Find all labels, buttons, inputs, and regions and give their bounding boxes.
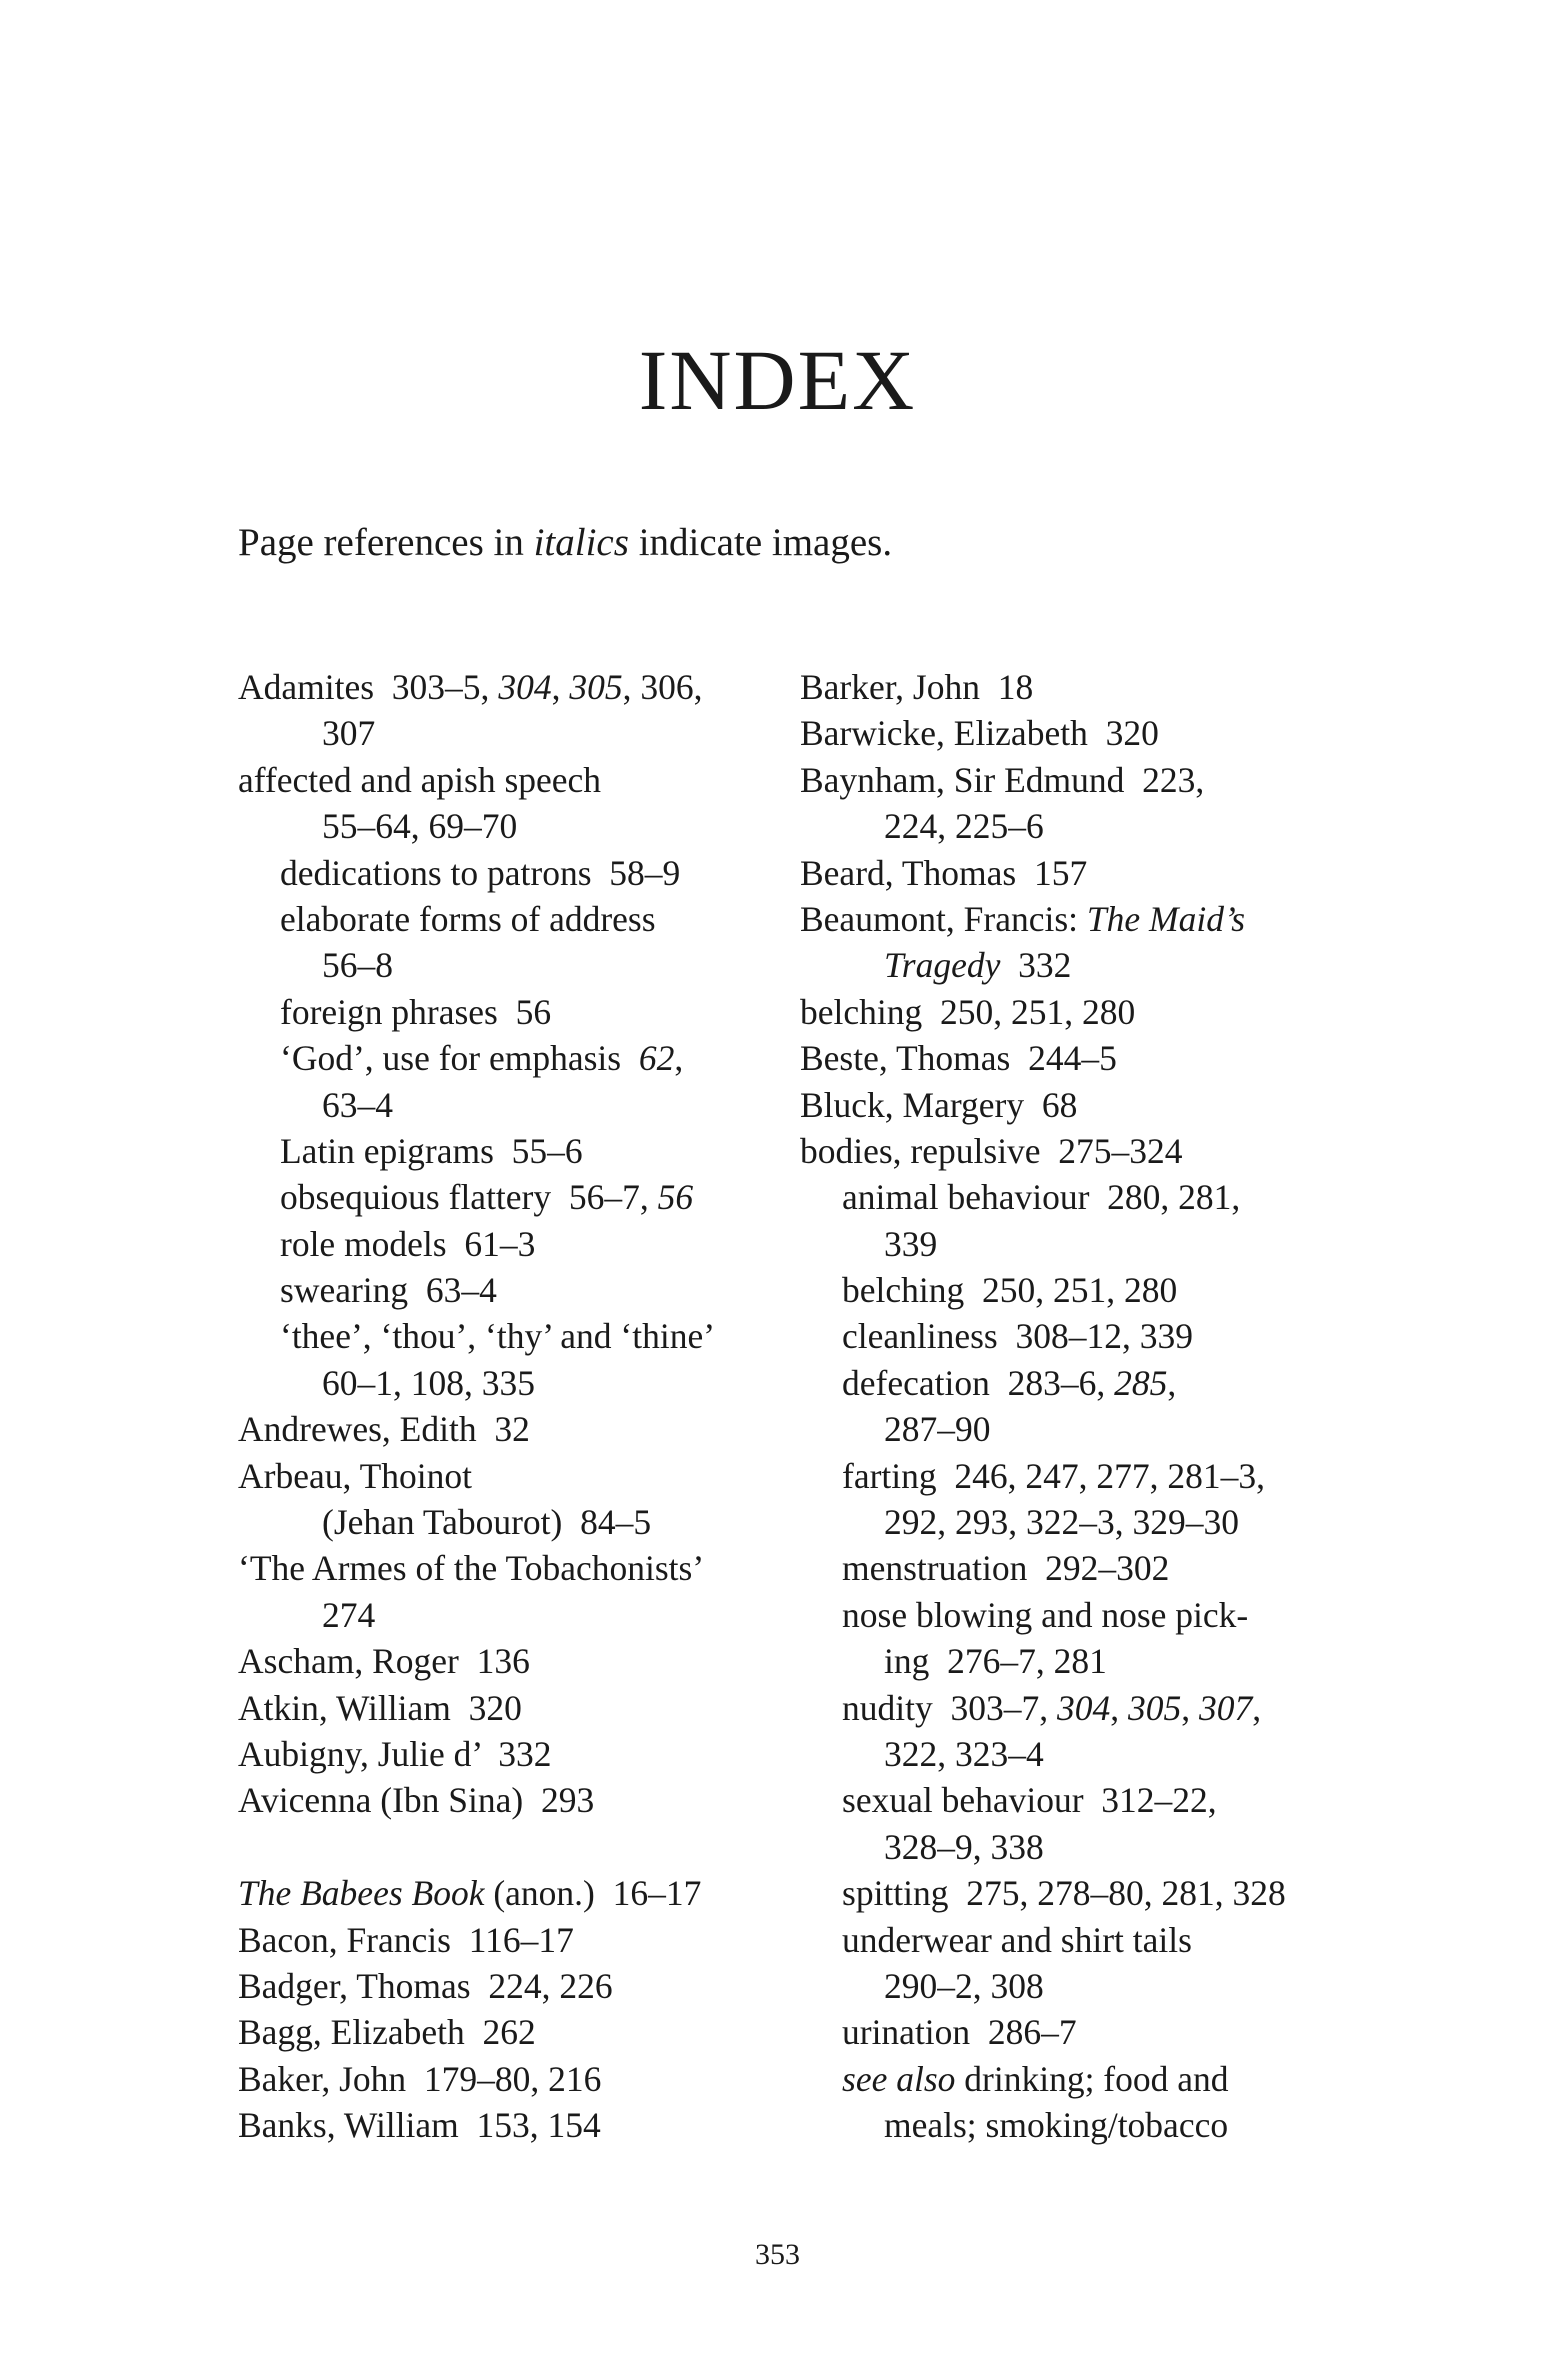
index-entry bbox=[238, 1870, 798, 1916]
entry-continuation-line bbox=[800, 1638, 1360, 1684]
index-subentry bbox=[238, 1128, 798, 1174]
entry-continuation-line bbox=[800, 1824, 1360, 1870]
index-subentry bbox=[800, 1777, 1360, 1870]
index-entry bbox=[238, 1685, 798, 1731]
entry-continuation-line bbox=[800, 1221, 1360, 1267]
index-entry bbox=[238, 1545, 798, 1638]
entry-continuation-line bbox=[800, 2102, 1360, 2148]
text-segment: Badger, Thomas 224, 226 bbox=[238, 1965, 613, 2006]
text-segment: 63–4 bbox=[322, 1084, 393, 1125]
text-segment: meals; smoking/tobacco bbox=[884, 2105, 1229, 2146]
index-entry bbox=[238, 1963, 798, 2009]
index-entry bbox=[238, 1406, 798, 1452]
page-number: 353 bbox=[755, 2238, 800, 2271]
entry-line bbox=[800, 1128, 1360, 1174]
text-segment: Aubigny, Julie d’ 332 bbox=[238, 1733, 552, 1774]
text-segment: ‘The Armes of the Tobachonists’ bbox=[238, 1548, 705, 1589]
text-segment: , bbox=[1181, 1687, 1199, 1728]
index-entry bbox=[238, 1917, 798, 1963]
index-entry bbox=[800, 1082, 1360, 1128]
entry-line bbox=[800, 1360, 1360, 1406]
entry-line bbox=[238, 896, 798, 942]
text-segment: Page references in bbox=[238, 521, 534, 564]
text-segment: swearing 63–4 bbox=[280, 1270, 497, 1311]
text-segment: , 306, bbox=[622, 667, 703, 707]
entry-line bbox=[238, 1917, 798, 1963]
page-title: INDEX bbox=[638, 332, 917, 428]
entry-continuation-line bbox=[800, 1406, 1360, 1452]
index-subentry bbox=[238, 896, 798, 989]
text-segment: 224, 225–6 bbox=[884, 806, 1044, 847]
index-subentry bbox=[800, 1592, 1360, 1685]
index-intro-note bbox=[238, 520, 892, 565]
index-entry bbox=[238, 2056, 798, 2102]
entry-line bbox=[800, 896, 1360, 942]
text-segment: spitting 275, 278–80, 281, 328 bbox=[842, 1873, 1286, 1914]
entry-line bbox=[800, 2056, 1360, 2102]
entry-line bbox=[238, 2102, 798, 2148]
index-subentry bbox=[800, 1360, 1360, 1453]
index-entry bbox=[238, 1777, 798, 1823]
entry-line bbox=[800, 1777, 1360, 1823]
entry-line bbox=[800, 1545, 1360, 1591]
italic-segment: italics bbox=[533, 521, 629, 564]
text-segment: 60–1, 108, 335 bbox=[322, 1362, 535, 1403]
entry-line bbox=[238, 1963, 798, 2009]
text-segment: Andrewes, Edith 32 bbox=[238, 1409, 530, 1450]
entry-continuation-line bbox=[238, 1499, 798, 1545]
text-segment: Avicenna (Ibn Sina) 293 bbox=[238, 1780, 595, 1821]
entry-continuation-line bbox=[800, 1963, 1360, 2009]
entry-line bbox=[238, 989, 798, 1035]
entry-line bbox=[800, 1035, 1360, 1081]
text-segment: farting 246, 247, 277, 281–3, bbox=[842, 1455, 1266, 1496]
text-segment: Ascham, Roger 136 bbox=[238, 1641, 530, 1682]
index-subentry bbox=[238, 1221, 798, 1267]
text-segment: Beaumont, Francis: bbox=[800, 898, 1087, 939]
text-segment: animal behaviour 280, 281, bbox=[842, 1177, 1241, 1218]
text-segment: ‘God’, use for emphasis bbox=[280, 1038, 639, 1079]
entry-line bbox=[238, 1128, 798, 1174]
italic-segment: 305 bbox=[569, 667, 623, 707]
text-segment: ‘thee’, ‘thou’, ‘thy’ and ‘thine’ bbox=[280, 1316, 716, 1357]
index-subentry bbox=[238, 850, 798, 896]
text-segment: 292, 293, 322–3, 329–30 bbox=[884, 1502, 1239, 1543]
index-subentry bbox=[800, 1174, 1360, 1267]
entry-line bbox=[238, 1174, 798, 1220]
text-segment: Bagg, Elizabeth 262 bbox=[238, 2012, 536, 2053]
entry-line bbox=[800, 1267, 1360, 1313]
entry-line bbox=[800, 664, 1360, 710]
text-segment: belching 250, 251, 280 bbox=[800, 991, 1136, 1032]
entry-line bbox=[238, 1453, 798, 1499]
entry-line bbox=[238, 664, 798, 710]
index-subentry bbox=[238, 1035, 798, 1128]
entry-continuation-line bbox=[238, 1082, 798, 1128]
entry-continuation-line bbox=[800, 803, 1360, 849]
entry-line bbox=[238, 2056, 798, 2102]
entry-line bbox=[238, 1313, 798, 1359]
entry-continuation-line bbox=[238, 803, 798, 849]
text-segment: Beste, Thomas 244–5 bbox=[800, 1038, 1117, 1079]
text-segment: dedications to patrons 58–9 bbox=[280, 852, 681, 893]
index-entry bbox=[238, 2009, 798, 2055]
entry-line bbox=[238, 850, 798, 896]
entry-line bbox=[238, 1406, 798, 1452]
entry-line bbox=[800, 850, 1360, 896]
text-segment: affected and apish speech bbox=[238, 759, 602, 800]
text-segment: sexual behaviour 312–22, bbox=[842, 1780, 1217, 1821]
entry-line bbox=[238, 1545, 798, 1591]
index-subentry bbox=[800, 2056, 1360, 2149]
text-segment: Beard, Thomas 157 bbox=[800, 852, 1088, 893]
italic-segment: see also bbox=[842, 2058, 956, 2099]
text-segment: , bbox=[1252, 1687, 1262, 1728]
index-subentry bbox=[800, 1917, 1360, 2010]
entry-line bbox=[800, 710, 1360, 756]
text-segment: 332 bbox=[1000, 945, 1072, 986]
index-subentry bbox=[800, 1267, 1360, 1313]
index-entry bbox=[800, 1035, 1360, 1081]
text-segment: elaborate forms of address bbox=[280, 898, 656, 939]
text-segment: 56–8 bbox=[322, 945, 393, 986]
entry-continuation-line bbox=[238, 1360, 798, 1406]
entry-line bbox=[238, 1221, 798, 1267]
index-entry bbox=[800, 850, 1360, 896]
index-entry bbox=[238, 757, 798, 850]
index-column-left bbox=[238, 664, 798, 2149]
italic-segment: 307 bbox=[1198, 1687, 1253, 1728]
index-subentry bbox=[800, 1313, 1360, 1359]
entry-line bbox=[800, 1870, 1360, 1916]
entry-line bbox=[800, 1453, 1360, 1499]
text-segment: Bluck, Margery 68 bbox=[800, 1084, 1078, 1125]
index-entry bbox=[238, 1453, 798, 1546]
italic-segment: The Maid’s bbox=[1086, 898, 1246, 939]
index-subentry bbox=[800, 1545, 1360, 1591]
section-gap bbox=[238, 1824, 798, 1870]
text-segment: Barwicke, Elizabeth 320 bbox=[800, 713, 1159, 754]
entry-line bbox=[238, 1267, 798, 1313]
text-segment: nose blowing and nose pick- bbox=[842, 1594, 1249, 1635]
entry-line bbox=[238, 1777, 798, 1823]
entry-line bbox=[800, 1592, 1360, 1638]
index-entry bbox=[800, 989, 1360, 1035]
entry-line bbox=[238, 1035, 798, 1081]
index-entry bbox=[800, 710, 1360, 756]
text-segment: menstruation 292–302 bbox=[842, 1548, 1170, 1589]
entry-line bbox=[238, 1638, 798, 1684]
text-segment: nudity 303–7, bbox=[842, 1687, 1057, 1728]
italic-segment: 304 bbox=[1056, 1687, 1111, 1728]
text-segment: 307 bbox=[322, 713, 376, 754]
text-segment: 274 bbox=[322, 1594, 376, 1635]
index-entry bbox=[800, 1128, 1360, 1174]
text-segment: , bbox=[1110, 1687, 1128, 1728]
index-subentry bbox=[238, 1174, 798, 1220]
text-segment: underwear and shirt tails bbox=[842, 1919, 1192, 1960]
entry-line bbox=[800, 989, 1360, 1035]
entry-line bbox=[238, 1731, 798, 1777]
text-segment: Arbeau, Thoinot bbox=[238, 1455, 472, 1496]
text-segment: Adamites 303–5, bbox=[238, 667, 499, 707]
entry-line bbox=[800, 1685, 1360, 1731]
text-segment: , bbox=[674, 1038, 684, 1079]
entry-line bbox=[238, 1685, 798, 1731]
index-entry bbox=[800, 896, 1360, 989]
entry-line bbox=[800, 757, 1360, 803]
index-subentry bbox=[238, 1267, 798, 1313]
italic-segment: 305 bbox=[1127, 1687, 1182, 1728]
italic-segment: 304 bbox=[498, 667, 552, 707]
text-segment: ing 276–7, 281 bbox=[884, 1641, 1107, 1682]
index-entry bbox=[238, 2102, 798, 2148]
italic-segment: The Babees Book bbox=[238, 1873, 485, 1914]
text-segment: (Jehan Tabourot) 84–5 bbox=[322, 1502, 652, 1543]
text-segment: belching 250, 251, 280 bbox=[842, 1270, 1178, 1311]
index-entry bbox=[238, 1638, 798, 1684]
text-segment: Bacon, Francis 116–17 bbox=[238, 1919, 574, 1960]
italic-segment: 62 bbox=[638, 1038, 675, 1079]
index-subentry bbox=[238, 989, 798, 1035]
text-segment: Latin epigrams 55–6 bbox=[280, 1130, 583, 1171]
entry-line bbox=[800, 1313, 1360, 1359]
entry-line bbox=[800, 1174, 1360, 1220]
index-entry bbox=[238, 1731, 798, 1777]
text-segment: bodies, repulsive 275–324 bbox=[800, 1130, 1183, 1171]
text-segment: 290–2, 308 bbox=[884, 1965, 1044, 2006]
text-segment: defecation 283–6, bbox=[842, 1362, 1115, 1403]
entry-line bbox=[238, 757, 798, 803]
entry-continuation-line bbox=[800, 942, 1360, 988]
text-segment: Atkin, William 320 bbox=[238, 1687, 522, 1728]
text-segment: 55–64, 69–70 bbox=[322, 806, 518, 847]
text-segment: , bbox=[551, 667, 570, 707]
italic-segment: 56 bbox=[657, 1177, 694, 1218]
text-segment: drinking; food and bbox=[955, 2058, 1229, 2099]
text-segment: 287–90 bbox=[884, 1409, 991, 1450]
index-column-right bbox=[800, 664, 1360, 2149]
index-subentry bbox=[238, 1313, 798, 1406]
text-segment: Baynham, Sir Edmund 223, bbox=[800, 759, 1205, 800]
entry-continuation-line bbox=[238, 710, 798, 756]
entry-continuation-line bbox=[238, 942, 798, 988]
text-segment: 328–9, 338 bbox=[884, 1826, 1044, 1867]
entry-continuation-line bbox=[800, 1499, 1360, 1545]
entry-line bbox=[238, 1870, 798, 1916]
text-segment: 322, 323–4 bbox=[884, 1733, 1044, 1774]
entry-line bbox=[800, 1917, 1360, 1963]
entry-line bbox=[800, 1082, 1360, 1128]
entry-line bbox=[800, 2009, 1360, 2055]
text-segment: Barker, John 18 bbox=[800, 667, 1034, 707]
index-entry bbox=[800, 664, 1360, 710]
text-segment: , bbox=[1167, 1362, 1177, 1403]
index-entry bbox=[238, 664, 798, 757]
text-segment: Banks, William 153, 154 bbox=[238, 2105, 601, 2146]
italic-segment: 285 bbox=[1114, 1362, 1168, 1403]
entry-continuation-line bbox=[238, 1592, 798, 1638]
entry-continuation-line bbox=[800, 1731, 1360, 1777]
index-subentry bbox=[800, 1870, 1360, 1916]
entry-line bbox=[238, 2009, 798, 2055]
text-segment: cleanliness 308–12, 339 bbox=[842, 1316, 1193, 1357]
index-subentry bbox=[800, 2009, 1360, 2055]
text-segment: role models 61–3 bbox=[280, 1223, 536, 1264]
text-segment: obsequious flattery 56–7, bbox=[280, 1177, 658, 1218]
italic-segment: Tragedy bbox=[884, 945, 1001, 986]
text-segment: foreign phrases 56 bbox=[280, 991, 552, 1032]
text-segment: Baker, John 179–80, 216 bbox=[238, 2058, 602, 2099]
text-segment: (anon.) 16–17 bbox=[484, 1873, 702, 1914]
index-subentry bbox=[800, 1453, 1360, 1546]
index-entry bbox=[800, 757, 1360, 850]
text-segment: indicate images. bbox=[628, 521, 893, 564]
text-segment: 339 bbox=[884, 1223, 938, 1264]
text-segment: urination 286–7 bbox=[842, 2012, 1077, 2053]
index-subentry bbox=[800, 1685, 1360, 1778]
